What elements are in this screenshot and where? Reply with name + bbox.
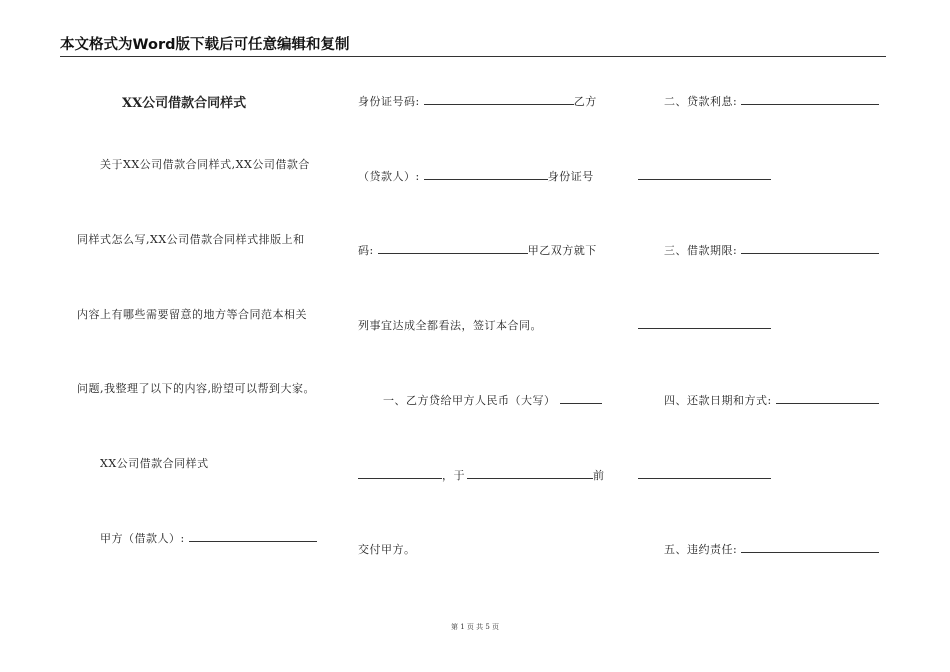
lender-id-blank (378, 242, 528, 254)
lender-blank (424, 168, 548, 180)
agreement-line: 列事宜达成全都看法，签订本合同。 (358, 319, 542, 332)
lender-id-label: 身份证号 (547, 170, 594, 183)
repayment-continued-blank (638, 467, 771, 479)
contract-subtitle: XX公司借款合同样式 (100, 457, 209, 470)
repayment-blank (776, 392, 879, 404)
interest-label: 二、贷款利息: (664, 95, 738, 108)
delivery-date-line (358, 467, 605, 483)
breach-line (664, 541, 879, 557)
breach-blank (741, 541, 879, 553)
agreement-intro: 甲乙双方就下 (527, 244, 597, 257)
repayment-continued-line (638, 467, 771, 482)
loan-amount-label: 一、乙方贷给甲方人民币（大写） (383, 394, 556, 407)
code-label: 码: (358, 244, 374, 257)
loan-amount-blank (560, 392, 602, 404)
interest-line (664, 93, 879, 109)
amount-continued-blank (358, 467, 442, 479)
loan-amount-line (383, 392, 602, 408)
repayment-line (664, 392, 879, 408)
lender-id-line (358, 242, 597, 258)
id-number-blank (424, 93, 574, 105)
term-label: 三、借款期限: (664, 244, 738, 257)
term-blank (741, 242, 879, 254)
id-number-label: 身份证号码: (358, 95, 420, 108)
interest-blank (741, 93, 879, 105)
lender-line (358, 168, 594, 184)
repayment-label: 四、还款日期和方式: (664, 394, 772, 407)
intro-line-1: 关于XX公司借款合同样式,XX公司借款合 (100, 158, 310, 171)
party-a-blank (189, 530, 317, 542)
page-footer: 第 1 页 共 5 页 (450, 623, 500, 631)
party-a-label: 甲方（借款人）: (100, 532, 185, 545)
intro-line-3: 内容上有哪些需要留意的地方等合同范本相关 (77, 308, 307, 321)
id-number-line (358, 93, 597, 109)
document-header: 本文格式为Word版下载后可任意编辑和复制 (60, 33, 886, 57)
interest-continued-line (638, 168, 771, 183)
on-label: ，于 (442, 469, 465, 482)
party-b-label: 乙方 (573, 95, 597, 108)
intro-line-2: 同样式怎么写,XX公司借款合同样式排版上和 (77, 233, 305, 246)
term-continued-blank (638, 317, 771, 329)
breach-label: 五、违约责任: (664, 543, 738, 556)
before-label: 前 (593, 469, 605, 482)
intro-line-4: 问题,我整理了以下的内容,盼望可以帮到大家。 (77, 382, 315, 395)
delivery-line: 交付甲方。 (358, 543, 416, 556)
term-line (664, 242, 879, 258)
party-a-line (100, 530, 317, 546)
document-title: XX公司借款合同样式 (122, 96, 247, 111)
lender-label: （贷款人）: (358, 170, 420, 183)
term-continued-line (638, 317, 771, 332)
interest-continued-blank (638, 168, 771, 180)
delivery-date-blank (467, 467, 593, 479)
